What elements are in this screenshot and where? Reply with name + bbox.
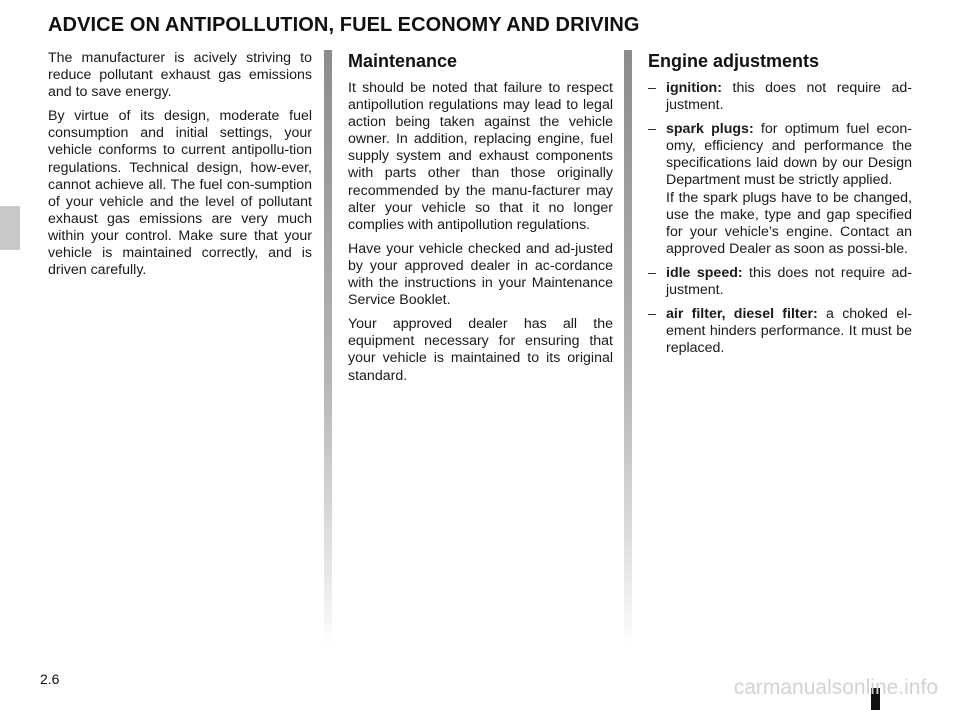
bullet-dash: – bbox=[648, 80, 656, 96]
maintenance-paragraph: Your approved dealer has all the equipment necessary for ensuring that your vehicle is maintained to its original standard. bbox=[348, 316, 613, 384]
page-title: ADVICE ON ANTIPOLLUTION, FUEL ECONOMY AND DRIVING bbox=[48, 14, 640, 36]
watermark: carmanualsonline.info bbox=[733, 676, 938, 699]
maintenance-heading: Maintenance bbox=[348, 51, 458, 71]
list-item-idle-speed bbox=[648, 265, 912, 299]
bullet-term: spark plugs: bbox=[666, 121, 754, 138]
engine-adjustments-list bbox=[648, 80, 912, 357]
bullet-dash: – bbox=[648, 264, 656, 281]
engine-adjustments-heading: Engine adjustments bbox=[648, 51, 820, 71]
maintenance-paragraph: Have your vehicle checked and ad-justed by your approved dealer in ac-cordance with the instructions in your Maintenance Service Booklet. bbox=[348, 240, 613, 309]
maintenance-section bbox=[348, 50, 613, 392]
list-item-spark-plugs bbox=[648, 121, 912, 258]
bullet-text: a choked el-ement hinders performance. It must be replaced. bbox=[666, 306, 912, 357]
list-item-ignition bbox=[648, 80, 912, 114]
intro-paragraph: The manufacturer is acively striving to reduce pollutant exhaust gas emissions and to save energy. bbox=[48, 50, 312, 101]
engine-adjustments-section bbox=[648, 50, 912, 364]
column-divider bbox=[324, 50, 332, 648]
maintenance-paragraph: It should be noted that failure to respect antipollution regulations may lead to legal action being taken against the vehicle owner. In addition, replacing engine, fuel supply system and exhaust components with parts other than those originally recommended by the manu-facturer may alter your vehicle so that it no longer complies with antipollution regulations. bbox=[348, 80, 613, 233]
spark-plugs-note: If the spark plugs have to be changed, use the make, type and gap specified for your vehicle’s engine. Contact an approved Dealer as soon as possi-ble. bbox=[666, 189, 912, 257]
intro-column bbox=[48, 50, 312, 286]
bullet-dash: – bbox=[648, 121, 656, 138]
intro-paragraph: By virtue of its design, moderate fuel consumption and initial settings, your vehicle conforms to current antipollu-tion regulations. Technical design, how-ever, cannot achieve all. The fuel con-sumption of your vehicle and the level of pollutant exhaust gas emissions are very much within your control. Make sure that your vehicle is maintained correctly, and is driven carefully. bbox=[48, 108, 312, 279]
column-divider bbox=[624, 50, 632, 648]
bullet-term: ignition: bbox=[666, 80, 722, 96]
bullet-text: for optimum fuel econ-omy, efficiency and performance the specifications laid down by our Design Department must be strictly applied. bbox=[666, 121, 912, 189]
bullet-term: idle speed: bbox=[666, 264, 743, 281]
bullet-text: this does not require ad-justment. bbox=[666, 264, 912, 299]
chapter-tab bbox=[0, 206, 20, 250]
page-number: 2.6 bbox=[40, 671, 60, 687]
bullet-term: air filter, diesel filter: bbox=[666, 306, 818, 323]
bullet-dash: – bbox=[648, 306, 656, 323]
bullet-text: this does not require ad-justment. bbox=[666, 80, 912, 114]
list-item-air-filter bbox=[648, 306, 912, 357]
